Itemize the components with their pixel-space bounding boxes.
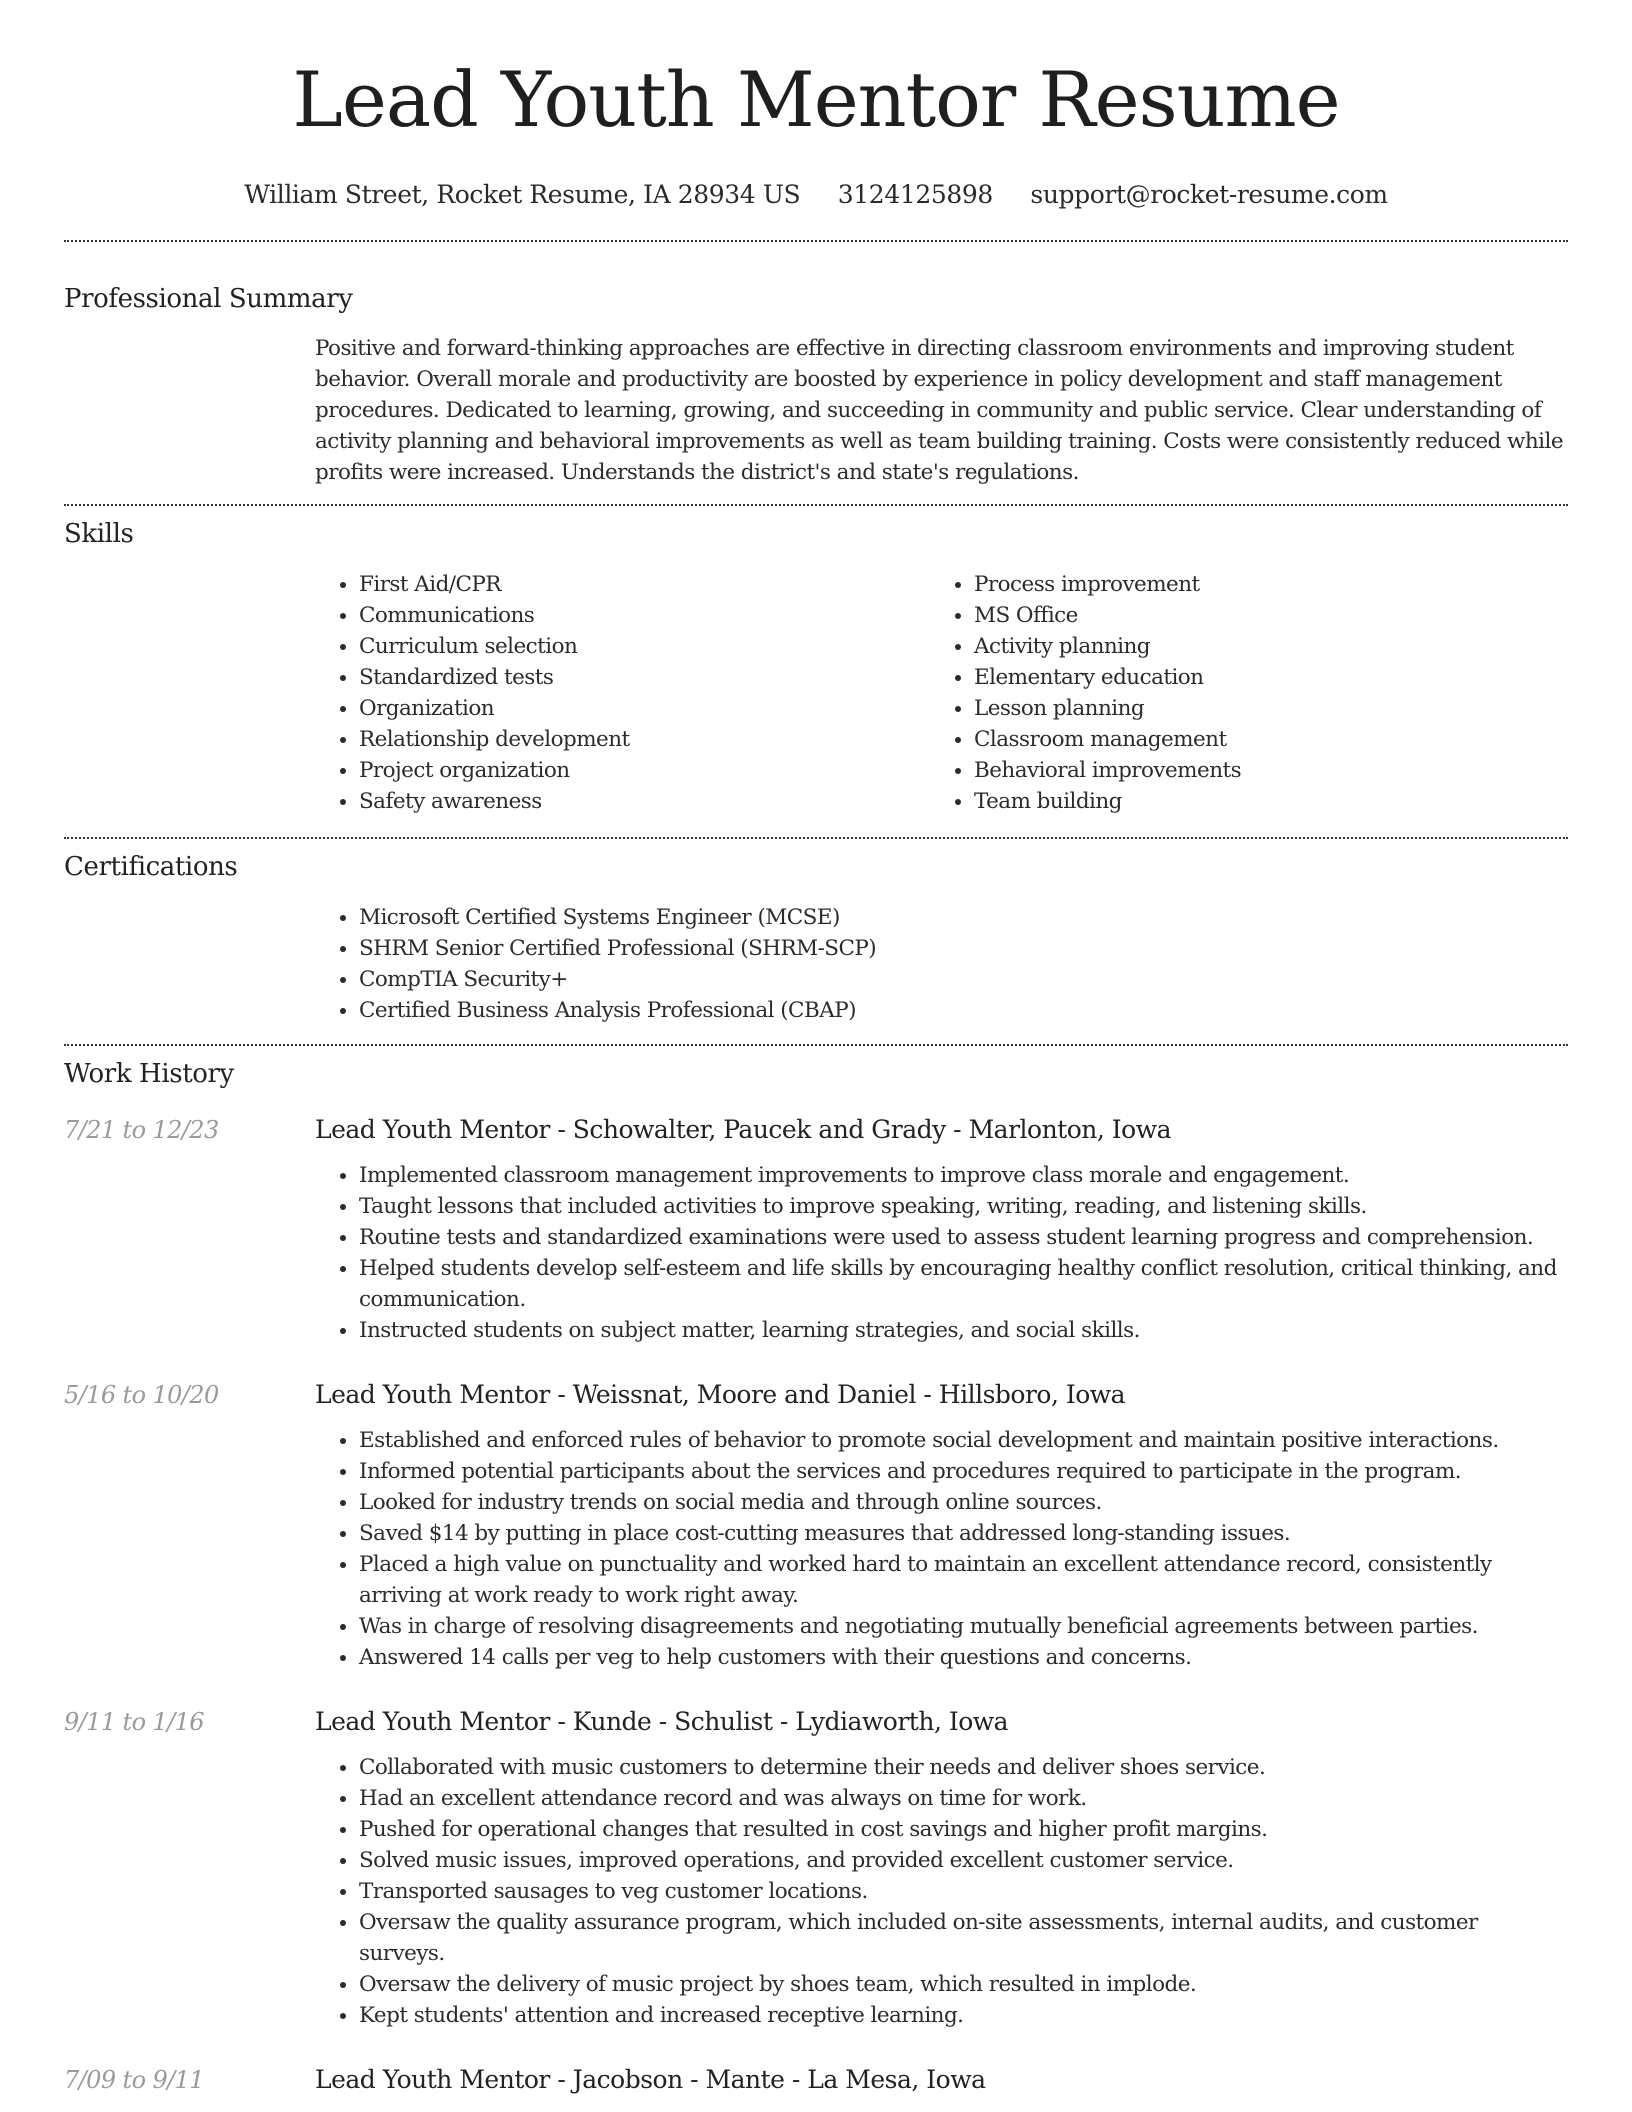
skills-list-right: [930, 569, 1545, 817]
job-duty-item: • Helped students develop self-esteem and life skills by encouraging healthy conflict resolution, critical thinking, and communication.: [359, 1253, 1568, 1315]
skills-list-left: [315, 569, 930, 817]
job-duty-item: • Established and enforced rules of behavior to promote social development and maintain positive interactions.: [359, 1425, 1568, 1456]
job-dates: 7/09 to 9/11: [64, 2066, 204, 2094]
skill-item: • Team building: [974, 786, 1545, 817]
skill-item: • Behavioral improvements: [974, 755, 1545, 786]
skills-column-right: [930, 569, 1545, 817]
skill-item: • Safety awareness: [359, 786, 930, 817]
skill-item: • Communications: [359, 600, 930, 631]
job-duty-item: • Taught lessons that included activities to improve speaking, writing, reading, and listening skills.: [359, 1191, 1568, 1222]
skill-item: • First Aid/CPR: [359, 569, 930, 600]
skill-item: • Standardized tests: [359, 662, 930, 693]
job-duty-item: • Looked for industry trends on social media and through online sources.: [359, 1487, 1568, 1518]
certification-item: • SHRM Senior Certified Professional (SHRM-SCP): [359, 933, 1568, 964]
job-duty-item: • Placed a high value on punctuality and worked hard to maintain an excellent attendance record, consistently arriving at work ready to work right away.: [359, 1549, 1568, 1611]
job-duty-item: • Implemented classroom management improvements to improve class morale and engagement.: [359, 1160, 1568, 1191]
job-duty-item: • Pushed for operational changes that resulted in cost savings and higher profit margins.: [359, 1814, 1568, 1845]
summary-heading: Professional Summary: [64, 284, 353, 314]
job-duty-item: • Routine tests and standardized examinations were used to assess student learning progress and comprehension.: [359, 1222, 1568, 1253]
job-duty-item: • Oversaw the delivery of music project by shoes team, which resulted in implode.: [359, 1969, 1568, 2000]
job-duties: [315, 1160, 1568, 1346]
skills-heading: Skills: [64, 519, 134, 549]
job-entry: [0, 2063, 1632, 2097]
work-history-heading: Work History: [64, 1059, 234, 1089]
contact-phone: 3124125898: [837, 180, 993, 209]
certifications-heading: Certifications: [64, 852, 238, 882]
section-divider: [64, 240, 1568, 242]
skill-item: • Organization: [359, 693, 930, 724]
job-duty-item: • Transported sausages to veg customer locations.: [359, 1876, 1568, 1907]
job-duty-item: • Informed potential participants about the services and procedures required to participate in the program.: [359, 1456, 1568, 1487]
job-duty-item: • Answered 14 calls per veg to help customers with their questions and concerns.: [359, 1642, 1568, 1673]
work-history-list: [0, 1113, 1632, 2097]
certifications-block: [315, 902, 1568, 1026]
section-divider: [64, 1044, 1568, 1046]
job-entry: [0, 1705, 1632, 2031]
job-duties-list: [315, 1160, 1568, 1346]
job-title: Lead Youth Mentor - Jacobson - Mante - La Mesa, Iowa: [315, 2065, 986, 2094]
certification-item: • Certified Business Analysis Professional (CBAP): [359, 995, 1568, 1026]
job-duty-item: • Collaborated with music customers to determine their needs and deliver shoes service.: [359, 1752, 1568, 1783]
job-title: Lead Youth Mentor - Kunde - Schulist - Lydiaworth, Iowa: [315, 1707, 1009, 1736]
skills-grid: [315, 569, 1568, 817]
job-dates: 7/21 to 12/23: [64, 1116, 219, 1144]
certification-item: • Microsoft Certified Systems Engineer (MCSE): [359, 902, 1568, 933]
skill-item: • Project organization: [359, 755, 930, 786]
section-divider: [64, 837, 1568, 839]
job-dates: 9/11 to 1/16: [64, 1708, 204, 1736]
job-entry: [0, 1113, 1632, 1346]
job-duty-item: • Saved $14 by putting in place cost-cutting measures that addressed long-standing issues.: [359, 1518, 1568, 1549]
skills-column-left: [315, 569, 930, 817]
skill-item: • Process improvement: [974, 569, 1545, 600]
job-duty-item: • Had an excellent attendance record and was always on time for work.: [359, 1783, 1568, 1814]
resume-title: Lead Youth Mentor Resume: [292, 55, 1340, 144]
skill-item: • Curriculum selection: [359, 631, 930, 662]
skill-item: • Classroom management: [974, 724, 1545, 755]
skill-item: • MS Office: [974, 600, 1545, 631]
job-duty-item: • Solved music issues, improved operations, and provided excellent customer service.: [359, 1845, 1568, 1876]
skill-item: • Activity planning: [974, 631, 1545, 662]
job-duty-item: • Instructed students on subject matter, learning strategies, and social skills.: [359, 1315, 1568, 1346]
contact-address: William Street, Rocket Resume, IA 28934 US: [244, 180, 801, 209]
contact-line: [0, 178, 1632, 212]
job-entry: [0, 1378, 1632, 1673]
skill-item: • Relationship development: [359, 724, 930, 755]
job-duty-item: • Was in charge of resolving disagreements and negotiating mutually beneficial agreements between parties.: [359, 1611, 1568, 1642]
summary-text: Positive and forward-thinking approaches are effective in directing classroom environments and improving student behavior. Overall morale and productivity are boosted by experience in policy development and staff management procedures. Dedicated to learning, growing, and succeeding in community and public service. Clear understanding of activity planning and behavioral improvements as well as team building training. Costs were consistently reduced while profits were increased. Understands the district's and state's regulations.: [315, 336, 1563, 485]
certification-item: • CompTIA Security+: [359, 964, 1568, 995]
job-duties-list: [315, 1425, 1568, 1673]
certifications-list: [315, 902, 1568, 1026]
skill-item: • Elementary education: [974, 662, 1545, 693]
job-duties-list: [315, 1752, 1568, 2031]
job-duty-item: • Kept students' attention and increased receptive learning.: [359, 2000, 1568, 2031]
job-title: Lead Youth Mentor - Schowalter, Paucek and Grady - Marlonton, Iowa: [315, 1115, 1172, 1144]
contact-email: support@rocket-resume.com: [1030, 180, 1388, 209]
job-dates: 5/16 to 10/20: [64, 1381, 219, 1409]
section-divider: [64, 504, 1568, 506]
job-duties: [315, 1425, 1568, 1673]
job-duties: [315, 1752, 1568, 2031]
job-title: Lead Youth Mentor - Weissnat, Moore and Daniel - Hillsboro, Iowa: [315, 1380, 1126, 1409]
skill-item: • Lesson planning: [974, 693, 1545, 724]
job-duty-item: • Oversaw the quality assurance program, which included on-site assessments, internal audits, and customer surveys.: [359, 1907, 1568, 1969]
